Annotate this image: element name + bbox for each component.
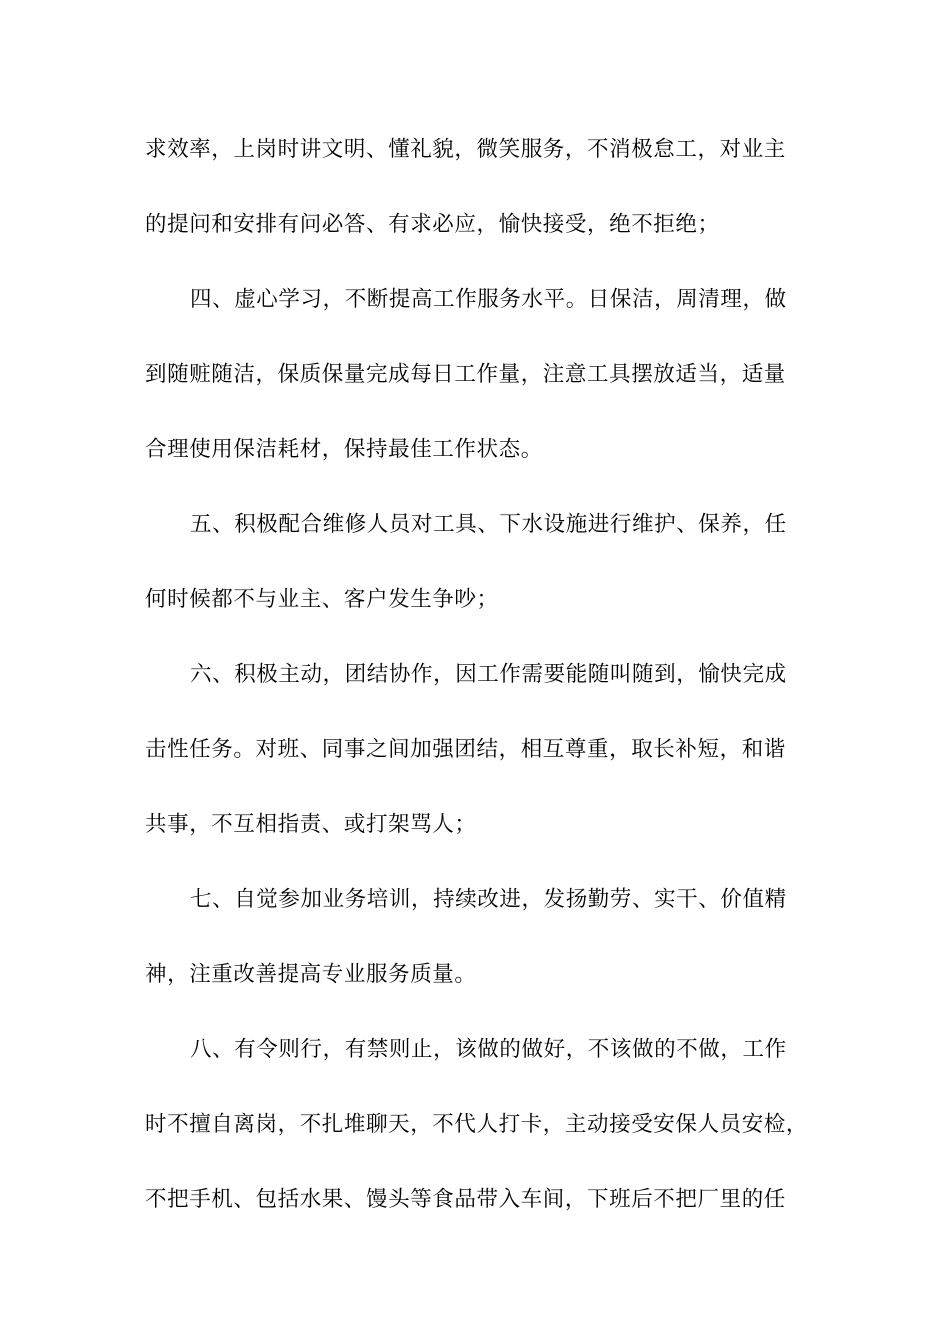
text-line: 到随赃随洁，保质保量完成每日工作量，注意工具摆放适当，适量 [145,362,786,387]
text-line: 时不擅自离岗，不扎堆聊天，不代人打卡，主动接受安保人员安检， [145,1112,809,1137]
paragraph-start-line: 八、有令则行，有禁则止，该做的做好，不该做的不做，工作 [190,1037,787,1062]
text-line: 何时候都不与业主、客户发生争吵； [145,587,499,612]
text-line: 不把手机、包括水果、馒头等食品带入车间，下班后不把厂里的任 [145,1187,786,1212]
text-line: 的提问和安排有问必答、有求必应，愉快接受，绝不拒绝； [145,212,720,237]
text-line: 求效率，上岗时讲文明、懂礼貌，微笑服务，不消极怠工，对业主 [145,137,786,162]
text-line: 击性任务。对班、同事之间加强团结，相互尊重，取长补短，和谐 [145,737,786,762]
text-line: 合理使用保洁耗材，保持最佳工作状态。 [145,437,543,462]
paragraph-start-line: 五、积极配合维修人员对工具、下水设施进行维护、保养，任 [190,512,787,537]
text-line: 神，注重改善提高专业服务质量。 [145,962,477,987]
paragraph-start-line: 七、自觉参加业务培训，持续改进，发扬勤劳、实干、价值精 [190,887,787,912]
paragraph-start-line: 四、虚心学习，不断提高工作服务水平。日保洁，周清理，做 [190,287,787,312]
paragraph-start-line: 六、积极主动，团结协作，因工作需要能随叫随到，愉快完成 [190,662,787,687]
text-line: 共事，不互相指责、或打架骂人； [145,812,477,837]
